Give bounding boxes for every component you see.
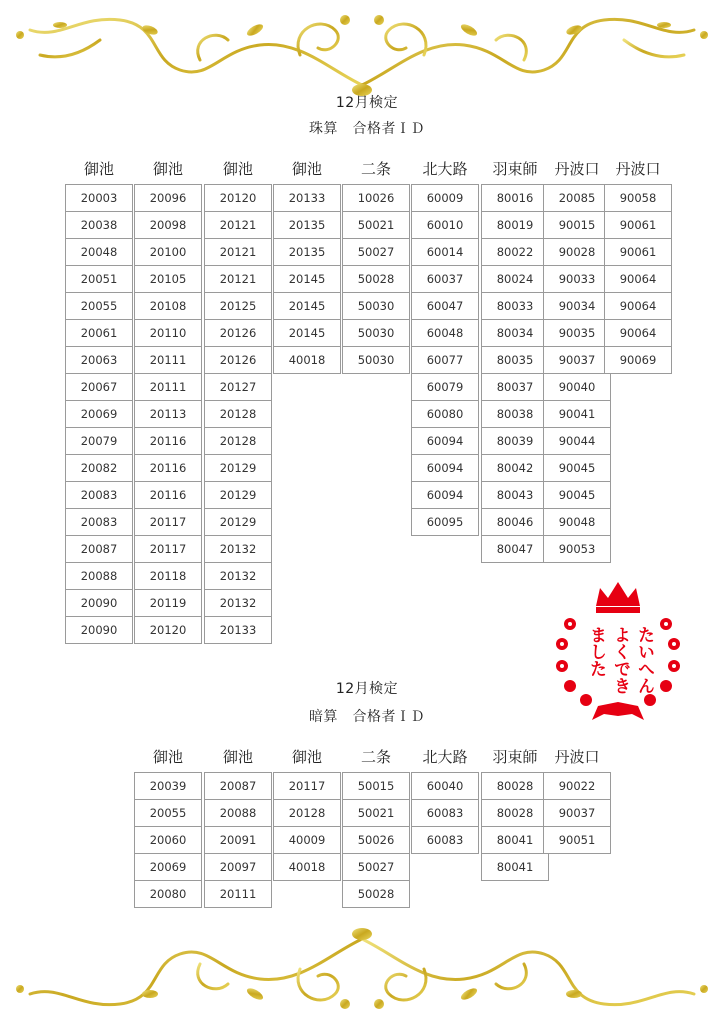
id-cell: 20128 — [273, 799, 341, 827]
id-cell: 20061 — [65, 319, 133, 347]
column-header: 羽束師 — [492, 160, 538, 178]
id-cell: 90048 — [543, 508, 611, 536]
id-cell: 20055 — [134, 799, 202, 827]
id-cell: 20132 — [204, 589, 272, 617]
id-cell: 90035 — [543, 319, 611, 347]
id-cell: 90069 — [604, 346, 672, 374]
id-cell: 20082 — [65, 454, 133, 482]
id-cell: 90044 — [543, 427, 611, 455]
id-cell: 80028 — [481, 772, 549, 800]
id-cell: 20117 — [273, 772, 341, 800]
id-cell: 60010 — [411, 211, 479, 239]
column-header: 丹波口 — [554, 748, 600, 766]
id-cell: 60014 — [411, 238, 479, 266]
id-cell: 60080 — [411, 400, 479, 428]
id-cell: 50028 — [342, 265, 410, 293]
id-cell: 90022 — [543, 772, 611, 800]
id-cell: 50027 — [342, 853, 410, 881]
id-cell: 20117 — [134, 535, 202, 563]
id-cell: 50027 — [342, 238, 410, 266]
id-cell: 20083 — [65, 481, 133, 509]
id-cell: 60079 — [411, 373, 479, 401]
id-cell: 90040 — [543, 373, 611, 401]
id-cell: 20120 — [134, 616, 202, 644]
id-cell: 20126 — [204, 346, 272, 374]
id-cell: 80039 — [481, 427, 549, 455]
id-cell: 40009 — [273, 826, 341, 854]
id-cell: 20111 — [204, 880, 272, 908]
id-cell: 90053 — [543, 535, 611, 563]
column-header: 御池 — [83, 160, 114, 178]
column-header: 北大路 — [422, 748, 468, 766]
id-cell: 20088 — [65, 562, 133, 590]
id-cell: 20128 — [204, 400, 272, 428]
id-cell: 80043 — [481, 481, 549, 509]
id-cell: 20110 — [134, 319, 202, 347]
id-cell: 80038 — [481, 400, 549, 428]
id-cell: 90037 — [543, 799, 611, 827]
id-cell: 90015 — [543, 211, 611, 239]
id-cell: 20108 — [134, 292, 202, 320]
id-cell: 80024 — [481, 265, 549, 293]
id-cell: 90064 — [604, 292, 672, 320]
id-cell: 20055 — [65, 292, 133, 320]
id-cell: 60048 — [411, 319, 479, 347]
id-cell: 60037 — [411, 265, 479, 293]
id-cell: 20121 — [204, 211, 272, 239]
id-cell: 20090 — [65, 616, 133, 644]
id-cell: 20105 — [134, 265, 202, 293]
id-cell: 20121 — [204, 265, 272, 293]
id-cell: 90041 — [543, 400, 611, 428]
id-cell: 20067 — [65, 373, 133, 401]
id-cell: 20145 — [273, 319, 341, 347]
section1-subtitle: 珠算 合格者ＩＤ — [309, 121, 425, 137]
id-cell: 20129 — [204, 481, 272, 509]
id-cell: 20119 — [134, 589, 202, 617]
id-cell: 90045 — [543, 481, 611, 509]
id-cell: 80033 — [481, 292, 549, 320]
id-cell: 20113 — [134, 400, 202, 428]
id-cell: 80019 — [481, 211, 549, 239]
id-cell: 60083 — [411, 799, 479, 827]
id-cell: 20069 — [134, 853, 202, 881]
id-cell: 90045 — [543, 454, 611, 482]
id-cell: 20083 — [65, 508, 133, 536]
column-header: 御池 — [152, 748, 183, 766]
id-cell: 90051 — [543, 826, 611, 854]
id-cell: 40018 — [273, 346, 341, 374]
id-cell: 90033 — [543, 265, 611, 293]
column-header: 御池 — [222, 160, 253, 178]
id-cell: 60047 — [411, 292, 479, 320]
id-cell: 20117 — [134, 508, 202, 536]
id-cell: 20060 — [134, 826, 202, 854]
id-cell: 90064 — [604, 265, 672, 293]
id-cell: 20097 — [204, 853, 272, 881]
id-cell: 80035 — [481, 346, 549, 374]
id-cell: 20127 — [204, 373, 272, 401]
id-cell: 20118 — [134, 562, 202, 590]
id-cell: 80041 — [481, 826, 549, 854]
id-cell: 40018 — [273, 853, 341, 881]
id-cell: 60095 — [411, 508, 479, 536]
praise-stamp — [548, 574, 688, 724]
id-cell: 60083 — [411, 826, 479, 854]
id-cell: 20145 — [273, 292, 341, 320]
crown-icon — [596, 582, 640, 606]
column-header: 二条 — [360, 748, 391, 766]
id-cell: 50021 — [342, 211, 410, 239]
id-cell: 20135 — [273, 238, 341, 266]
id-cell: 20090 — [65, 589, 133, 617]
stamp-line-3: ました — [586, 626, 606, 677]
id-cell: 80041 — [481, 853, 549, 881]
stamp-line-2: よくでき — [610, 626, 630, 694]
id-cell: 90037 — [543, 346, 611, 374]
id-cell: 60009 — [411, 184, 479, 212]
id-cell: 20079 — [65, 427, 133, 455]
id-cell: 20116 — [134, 481, 202, 509]
column-header: 丹波口 — [615, 160, 661, 178]
id-cell: 80042 — [481, 454, 549, 482]
id-cell: 90058 — [604, 184, 672, 212]
column-header: 御池 — [222, 748, 253, 766]
id-cell: 20145 — [273, 265, 341, 293]
id-cell: 20111 — [134, 373, 202, 401]
id-cell: 60094 — [411, 454, 479, 482]
id-cell: 80034 — [481, 319, 549, 347]
id-cell: 20087 — [65, 535, 133, 563]
column-header: 御池 — [291, 748, 322, 766]
id-cell: 20132 — [204, 562, 272, 590]
id-cell: 20132 — [204, 535, 272, 563]
column-header: 御池 — [291, 160, 322, 178]
id-cell: 90061 — [604, 211, 672, 239]
id-cell: 20063 — [65, 346, 133, 374]
id-cell: 20120 — [204, 184, 272, 212]
id-cell: 90064 — [604, 319, 672, 347]
id-cell: 50030 — [342, 292, 410, 320]
id-cell: 50015 — [342, 772, 410, 800]
id-cell: 20069 — [65, 400, 133, 428]
id-cell: 80037 — [481, 373, 549, 401]
stamp-line-1: たいへん — [634, 626, 654, 694]
id-cell: 50028 — [342, 880, 410, 908]
id-cell: 20100 — [134, 238, 202, 266]
id-cell: 20111 — [134, 346, 202, 374]
section2-subtitle: 暗算 合格者ＩＤ — [309, 709, 425, 725]
id-cell: 50026 — [342, 826, 410, 854]
id-cell: 60040 — [411, 772, 479, 800]
id-cell: 20135 — [273, 211, 341, 239]
id-cell: 20038 — [65, 211, 133, 239]
id-cell: 20128 — [204, 427, 272, 455]
id-cell: 20116 — [134, 454, 202, 482]
id-cell: 20039 — [134, 772, 202, 800]
id-cell: 20121 — [204, 238, 272, 266]
id-cell: 90028 — [543, 238, 611, 266]
bottom-ornament-decoration — [0, 914, 724, 1024]
column-header: 二条 — [360, 160, 391, 178]
column-header: 御池 — [152, 160, 183, 178]
id-cell: 20129 — [204, 454, 272, 482]
id-cell: 20098 — [134, 211, 202, 239]
id-cell: 90034 — [543, 292, 611, 320]
id-cell: 20051 — [65, 265, 133, 293]
section1-month-title: 12月検定 — [335, 95, 399, 111]
id-cell: 60077 — [411, 346, 479, 374]
id-cell: 20048 — [65, 238, 133, 266]
id-cell: 80016 — [481, 184, 549, 212]
id-cell: 80046 — [481, 508, 549, 536]
id-cell: 90061 — [604, 238, 672, 266]
id-cell: 20085 — [543, 184, 611, 212]
id-cell: 50030 — [342, 346, 410, 374]
id-cell: 20096 — [134, 184, 202, 212]
id-cell: 20088 — [204, 799, 272, 827]
id-cell: 20003 — [65, 184, 133, 212]
id-cell: 80022 — [481, 238, 549, 266]
id-cell: 20116 — [134, 427, 202, 455]
id-cell: 60094 — [411, 481, 479, 509]
id-cell: 50030 — [342, 319, 410, 347]
column-header: 羽束師 — [492, 748, 538, 766]
section2-month-title: 12月検定 — [335, 681, 399, 697]
id-cell: 20129 — [204, 508, 272, 536]
id-cell: 20133 — [273, 184, 341, 212]
id-cell: 20087 — [204, 772, 272, 800]
id-cell: 20125 — [204, 292, 272, 320]
id-cell: 20080 — [134, 880, 202, 908]
id-cell: 50021 — [342, 799, 410, 827]
id-cell: 80047 — [481, 535, 549, 563]
column-header: 北大路 — [422, 160, 468, 178]
id-cell: 20133 — [204, 616, 272, 644]
id-cell: 60094 — [411, 427, 479, 455]
id-cell: 20091 — [204, 826, 272, 854]
id-cell: 20126 — [204, 319, 272, 347]
column-header: 丹波口 — [554, 160, 600, 178]
id-cell: 80028 — [481, 799, 549, 827]
id-cell: 10026 — [342, 184, 410, 212]
